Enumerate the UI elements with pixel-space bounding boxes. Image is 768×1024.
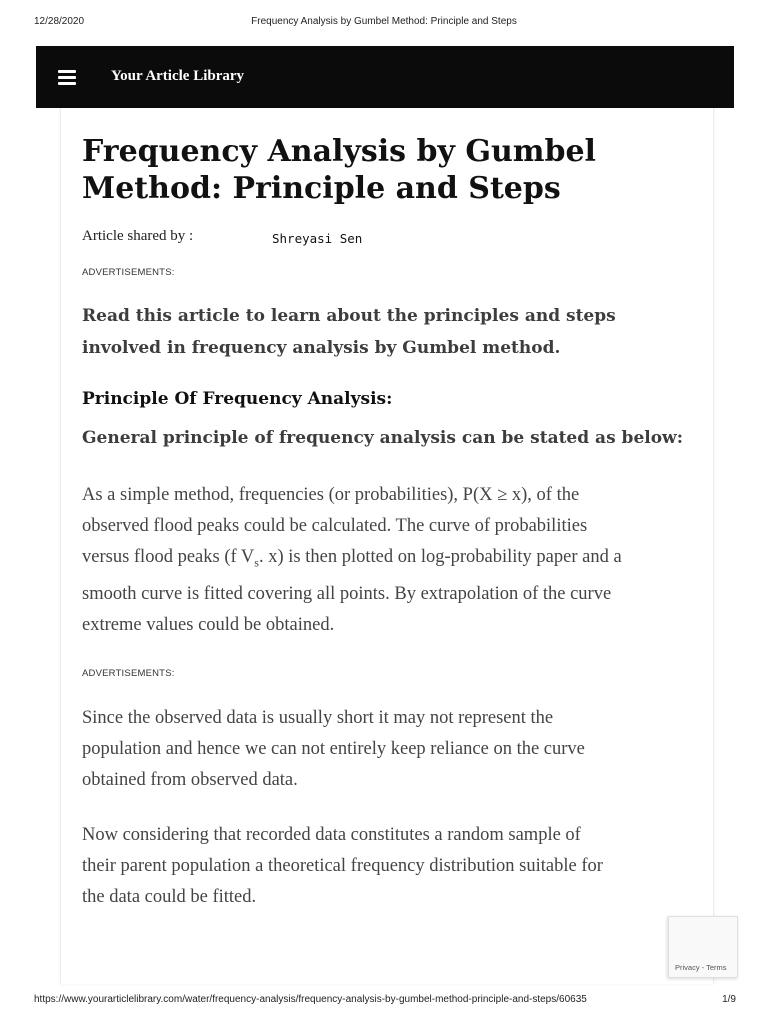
advertisement-label: ADVERTISEMENTS: (82, 668, 175, 679)
print-date: 12/28/2020 (34, 16, 85, 27)
paragraph-line: . x) is then plotted on log-probability paper and a (258, 547, 622, 567)
paragraph-frequency-method (82, 480, 690, 641)
paragraph-line: population and hence we can not entirely keep reliance on the curve (82, 739, 585, 759)
recaptcha-badge[interactable] (668, 916, 738, 978)
advertisement-label: ADVERTISEMENTS: (82, 267, 175, 278)
paragraph-line: smooth curve is fitted covering all points. By extrapolation of the curve (82, 583, 612, 604)
page-number: 1/9 (722, 994, 736, 1005)
recaptcha-links (675, 963, 727, 972)
paragraph-observed-data (82, 703, 690, 796)
subscript-s: s (254, 555, 259, 570)
paragraph-line: the data could be fitted. (82, 887, 257, 907)
paragraph-line: versus flood peaks (f V (82, 547, 255, 567)
print-page-title: Frequency Analysis by Gumbel Method: Principle and Steps (251, 16, 517, 27)
paragraph-line: obtained from observed data. (82, 770, 298, 790)
paragraph-line: Now considering that recorded data constitutes a random sample of (82, 825, 581, 845)
section-subheading: General principle of frequency analysis can be stated as below: (82, 428, 683, 448)
paragraph-line: extreme values could be obtained. (82, 614, 335, 635)
article-title: Frequency Analysis by Gumbel Method: Principle and Steps (82, 134, 596, 206)
paragraph-line: observed flood peaks could be calculated. The curve of probabilities (82, 516, 588, 536)
site-navbar (36, 46, 734, 108)
paragraph-line: their parent population a theoretical frequency distribution suitable for (82, 856, 603, 876)
link-separator: - (699, 963, 707, 972)
print-footer (0, 994, 768, 1010)
menu-icon[interactable] (58, 70, 76, 84)
site-logo-link[interactable]: Your Article Library (111, 68, 245, 84)
section-heading: Principle Of Frequency Analysis: (82, 389, 393, 409)
terms-link[interactable]: Terms (706, 963, 727, 972)
paragraph-line: As a simple method, frequencies (or probabilities), P(X ≥ x), of the (82, 485, 580, 505)
paragraph-random-sample (82, 820, 690, 913)
article-intro: Read this article to learn about the principles and steps involved in frequency analysis by Gumbel method. (82, 306, 616, 358)
print-header (0, 16, 768, 32)
privacy-link[interactable]: Privacy (675, 963, 700, 972)
paragraph-line: Since the observed data is usually short it may not represent the (82, 708, 554, 728)
page-url: https://www.yourarticlelibrary.com/water/frequency-analysis/frequency-analysis-by-gumbel-method-principle-and-steps/60635 (34, 994, 587, 1005)
byline-label: Article shared by : (82, 228, 194, 244)
author-name[interactable]: Shreyasi Sen (272, 231, 363, 246)
